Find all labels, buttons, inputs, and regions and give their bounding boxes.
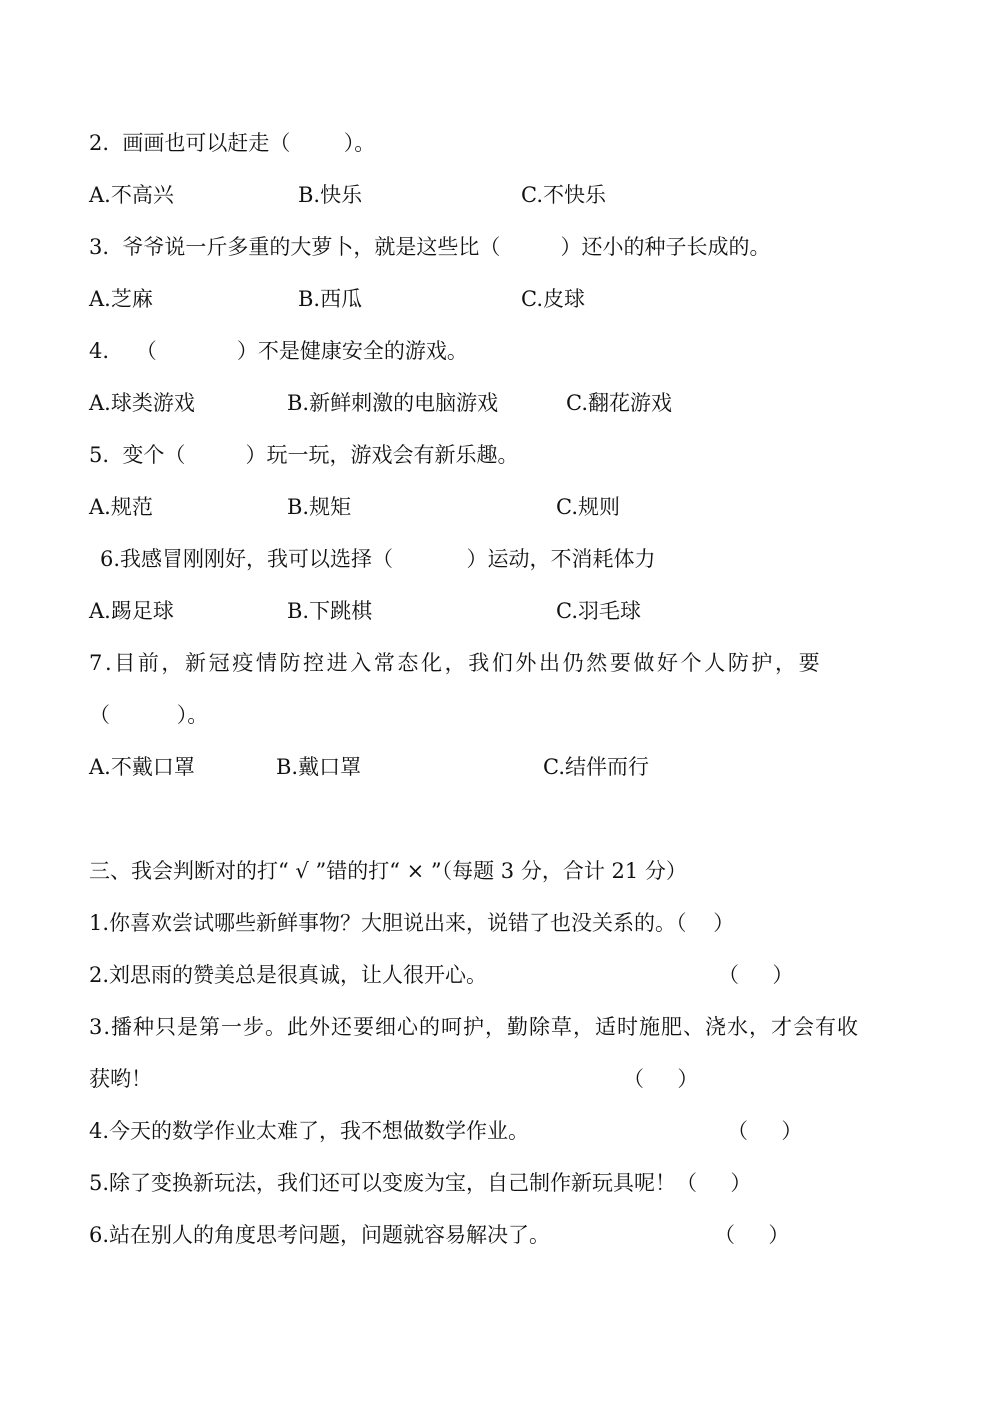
question-7-stem-line2: （ ）。 [89,703,209,727]
judge-item-6: 6.站在别人的角度思考问题，问题就容易解决了。 [89,1223,551,1247]
question-6-option-b: B.下跳棋 [287,599,373,623]
judge-item-5: 5.除了变换新玩法，我们还可以变废为宝，自己制作新玩具呢！（ ） [89,1171,752,1195]
question-3-option-a: A.芝麻 [89,287,153,311]
question-5-stem: 5. 变个（ ）玩一玩，游戏会有新乐趣。 [89,443,519,467]
judge-item-4-bracket: （ ） [727,1119,803,1143]
question-3-option-b: B.西瓜 [298,287,363,311]
question-6-option-c: C.羽毛球 [556,599,641,623]
question-2-option-a: A.不高兴 [89,183,174,207]
question-3-stem: 3. 爷爷说一斤多重的大萝卜，就是这些比（ ）还小的种子长成的。 [89,235,771,259]
question-4-option-c: C.翻花游戏 [566,391,672,415]
judge-item-3-line1: 3.播种只是第一步。此外还要细心的呵护，勤除草，适时施肥、浇水，才会有收 [89,1015,860,1039]
judge-item-2-bracket: （ ） [718,963,794,987]
question-3-option-c: C.皮球 [521,287,585,311]
judge-item-6-bracket: （ ） [714,1223,790,1247]
question-7-option-a: A.不戴口罩 [89,755,195,779]
judge-item-4: 4.今天的数学作业太难了，我不想做数学作业。 [89,1119,530,1143]
question-4-stem: 4. （ ）不是健康安全的游戏。 [89,339,468,363]
question-7-option-c: C.结伴而行 [543,755,649,779]
question-2-stem: 2. 画画也可以赶走（ ）。 [89,131,376,155]
question-2-option-b: B.快乐 [298,183,363,207]
question-4-option-b: B.新鲜刺激的电脑游戏 [287,391,499,415]
judge-item-3-line2: 获哟！ [89,1067,152,1091]
question-5-option-a: A.规范 [89,495,153,519]
question-2-option-c: C.不快乐 [521,183,606,207]
judge-item-2: 2.刘思雨的赞美总是很真诚，让人很开心。 [89,963,488,987]
question-4-option-a: A.球类游戏 [89,391,195,415]
question-7-option-b: B.戴口罩 [276,755,362,779]
question-7-stem-line1: 7.目前，新冠疫情防控进入常态化，我们外出仍然要做好个人防护，要 [89,651,823,675]
question-6-option-a: A.踢足球 [89,599,174,623]
judge-item-1: 1.你喜欢尝试哪些新鲜事物？大胆说出来，说错了也没关系的。（ ） [89,911,735,935]
question-6-stem: 6.我感冒刚刚好，我可以选择（ ）运动，不消耗体力 [100,547,656,571]
question-5-option-c: C.规则 [556,495,620,519]
judge-item-3-bracket: （ ） [623,1067,699,1091]
question-5-option-b: B.规矩 [287,495,352,519]
section-3-heading: 三、我会判断对的打“ √ ”错的打“ × ”（每题 3 分，合计 21 分） [89,859,687,883]
